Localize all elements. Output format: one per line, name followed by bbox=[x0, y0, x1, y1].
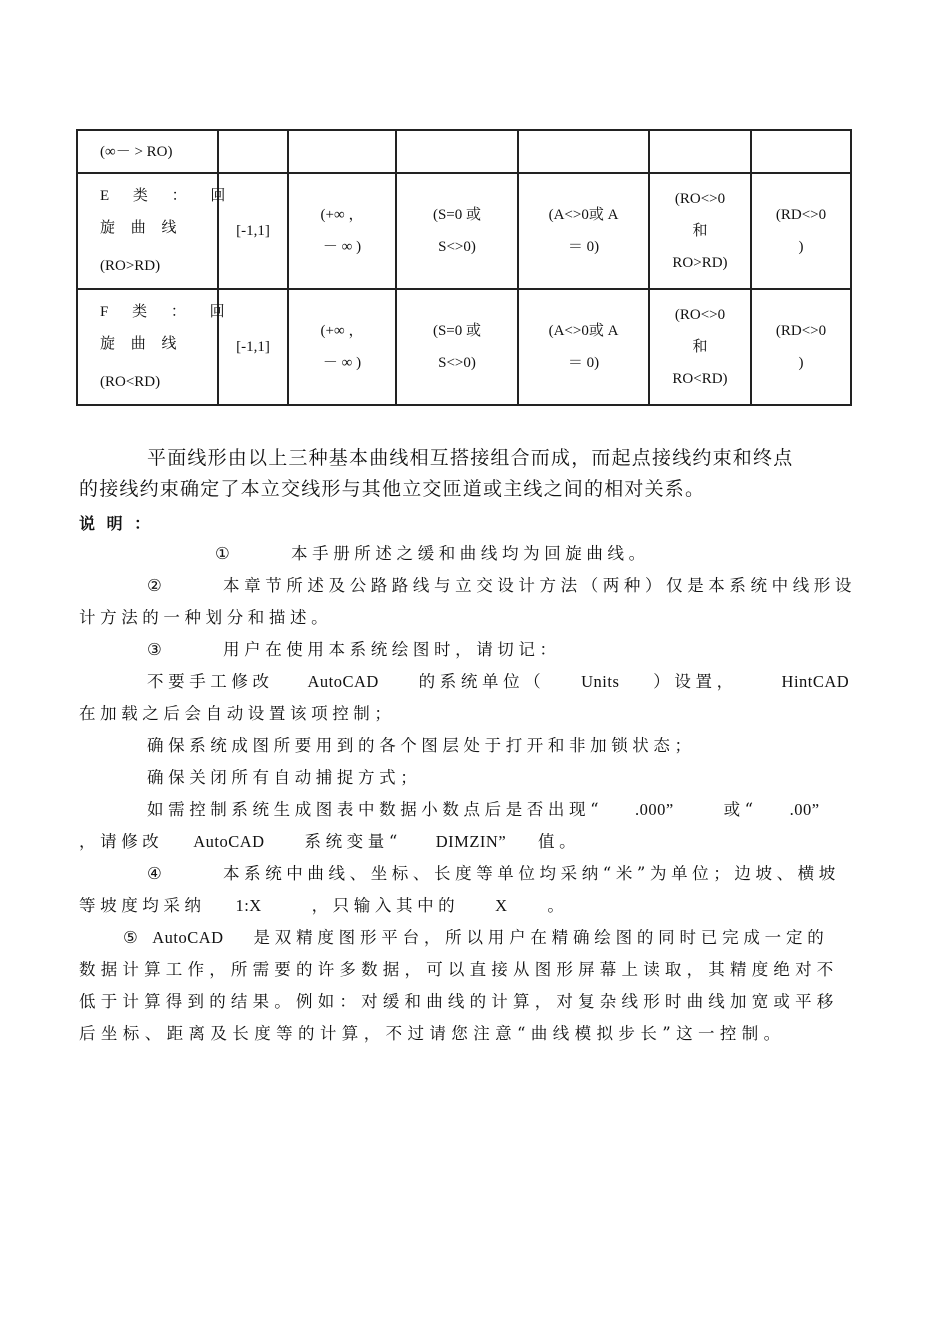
note-3-a-cont: 在加载之后会自动设置该项控制； bbox=[79, 704, 396, 723]
table-cell: (RO<>0 和 RO>RD) bbox=[649, 173, 751, 289]
table-row bbox=[77, 289, 851, 405]
table-cell: (RD<>0 ) bbox=[751, 173, 851, 289]
table-cell: [-1,1] bbox=[218, 173, 288, 289]
note-1: ① 本手册所述之缓和曲线均为回旋曲线。 bbox=[79, 538, 873, 570]
note-5-line: 低于计算得到的结果。例如：对缓和曲线的计算，对复杂线形时曲线加宽或平移 bbox=[79, 992, 839, 1011]
note-number: ⑤ bbox=[123, 928, 143, 947]
table-row bbox=[77, 130, 851, 173]
table-cell: F 类 ： 回 旋 曲 线 (RO<RD) bbox=[77, 289, 218, 405]
table-cell bbox=[218, 130, 288, 173]
table-cell: (RO<>0 和 RO<RD) bbox=[649, 289, 751, 405]
table-cell: (A<>0或 A ＝ 0) bbox=[518, 289, 649, 405]
note-3-c: 确保关闭所有自动捕捉方式； bbox=[147, 768, 422, 787]
note-number: ① bbox=[215, 544, 235, 563]
table-row bbox=[77, 173, 851, 289]
note-5: ⑤ AutoCAD 是双精度图形平台，所以用户在精确绘图的同时已完成一定的 bbox=[123, 928, 829, 947]
table-cell: (RD<>0 ) bbox=[751, 289, 851, 405]
note-4-cont: 等坡度均采纳 1:X ，只输入其中的 X 。 bbox=[79, 896, 569, 915]
paragraph-line: 的接线约束确定了本立交线形与其他立交匝道或主线之间的相对关系。 bbox=[79, 478, 706, 500]
note-3-a: 不要手工修改 AutoCAD 的系统单位（ Units ）设置， HintCAD bbox=[147, 672, 850, 691]
table-cell bbox=[649, 130, 751, 173]
note-number: ② bbox=[147, 576, 167, 595]
note-number: ④ bbox=[147, 864, 167, 883]
note-3-d: 如需控制系统生成图表中数据小数点后是否出现“ .000” 或“ .00” bbox=[147, 800, 820, 819]
note-5-line: 数据计算工作，所需要的许多数据，可以直接从图形屏幕上读取，其精度绝对不 bbox=[79, 960, 839, 979]
note-3-b: 确保系统成图所要用到的各个图层处于打开和非加锁状态； bbox=[147, 736, 696, 755]
table-cell: (S=0 或 S<>0) bbox=[396, 289, 518, 405]
curve-type-table bbox=[76, 129, 852, 406]
table-cell: [-1,1] bbox=[218, 289, 288, 405]
table-cell: (A<>0或 A ＝ 0) bbox=[518, 173, 649, 289]
note-3: ③ 用户在使用本系统绘图时，请切记： bbox=[79, 634, 873, 666]
table-cell: (∞－ > RO) bbox=[77, 130, 218, 173]
note-5-line: 后坐标、距离及长度等的计算，不过请您注意“曲线模拟步长”这一控制。 bbox=[79, 1024, 786, 1043]
table-cell: (S=0 或 S<>0) bbox=[396, 173, 518, 289]
note-2-cont: 计方法的一种划分和描述。 bbox=[79, 608, 333, 627]
table-cell bbox=[518, 130, 649, 173]
table-cell: E 类 ： 回 旋 曲 线 (RO>RD) bbox=[77, 173, 218, 289]
note-2: ② 本章节所述及公路路线与立交设计方法（两种）仅是本系统中线形设 bbox=[79, 570, 873, 602]
table-cell: (+∞ ， － ∞ ) bbox=[288, 173, 396, 289]
table-cell: (+∞ ， － ∞ ) bbox=[288, 289, 396, 405]
table-cell bbox=[751, 130, 851, 173]
note-4: ④ 本系统中曲线、坐标、长度等单位均采纳“米”为单位；边坡、横坡 bbox=[79, 858, 873, 890]
note-number: ③ bbox=[147, 640, 167, 659]
note-3-d-cont: ，请修改 AutoCAD 系统变量“ DIMZIN” 值。 bbox=[79, 832, 581, 851]
intro-paragraph bbox=[79, 443, 873, 505]
table-cell bbox=[396, 130, 518, 173]
table-cell bbox=[288, 130, 396, 173]
notes-title: 说 明 ： bbox=[79, 514, 154, 533]
paragraph-line: 平面线形由以上三种基本曲线相互搭接组合而成，而起点接线约束和终点 bbox=[147, 447, 794, 469]
